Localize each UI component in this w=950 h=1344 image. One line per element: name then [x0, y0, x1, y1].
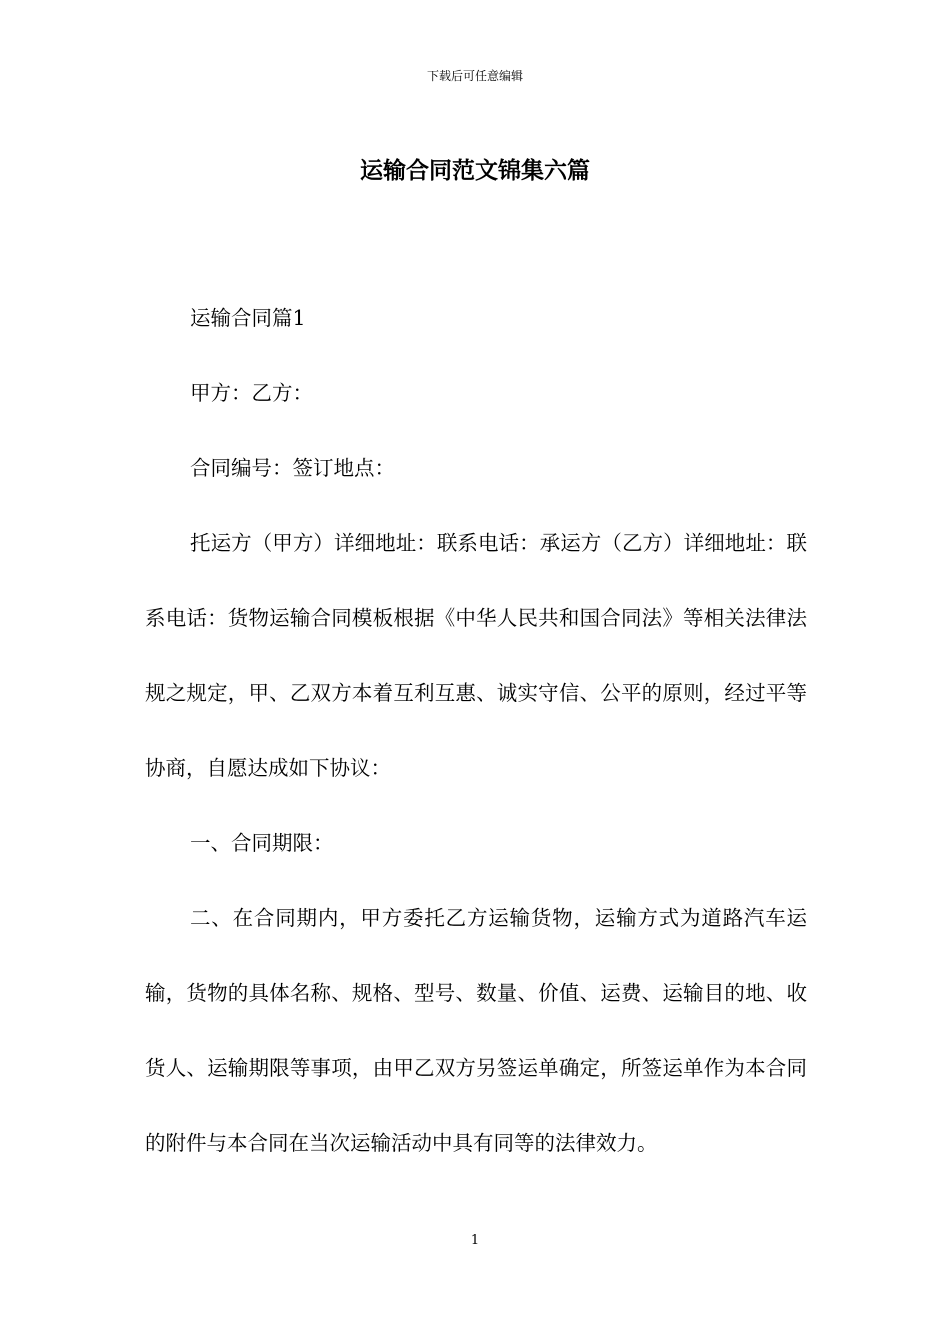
page-number: 1: [470, 1233, 480, 1248]
paragraph-parties: 甲方：乙方：: [190, 381, 313, 405]
header-note: 下载后可任意编辑: [426, 69, 523, 83]
document-title: 运输合同范文锦集六篇: [360, 157, 590, 184]
paragraph-clause-1: 一、合同期限：: [190, 831, 334, 855]
paragraph-preamble: 托运方（甲方）详细地址：联系电话：承运方（乙方）详细地址：联系电话：货物运输合同模板根据《中华人民共和国合同法》等相关法律法规之规定，甲、乙双方本着互利互惠、诚实守信、公平的原则，经过平等协商，自愿达成如下协议：: [145, 531, 807, 780]
paragraph-section-heading: 运输合同篇1: [190, 306, 306, 330]
document-body: [145, 281, 807, 1181]
paragraph-contract-number: 合同编号：签订地点：: [190, 456, 395, 480]
paragraph-clause-2: 二、在合同期内，甲方委托乙方运输货物，运输方式为道路汽车运输，货物的具体名称、规格、型号、数量、价值、运费、运输目的地、收货人、运输期限等事项，由甲乙双方另签运单确定，所签运单作为本合同的附件与本合同在当次运输活动中具有同等的法律效力。: [145, 906, 807, 1155]
